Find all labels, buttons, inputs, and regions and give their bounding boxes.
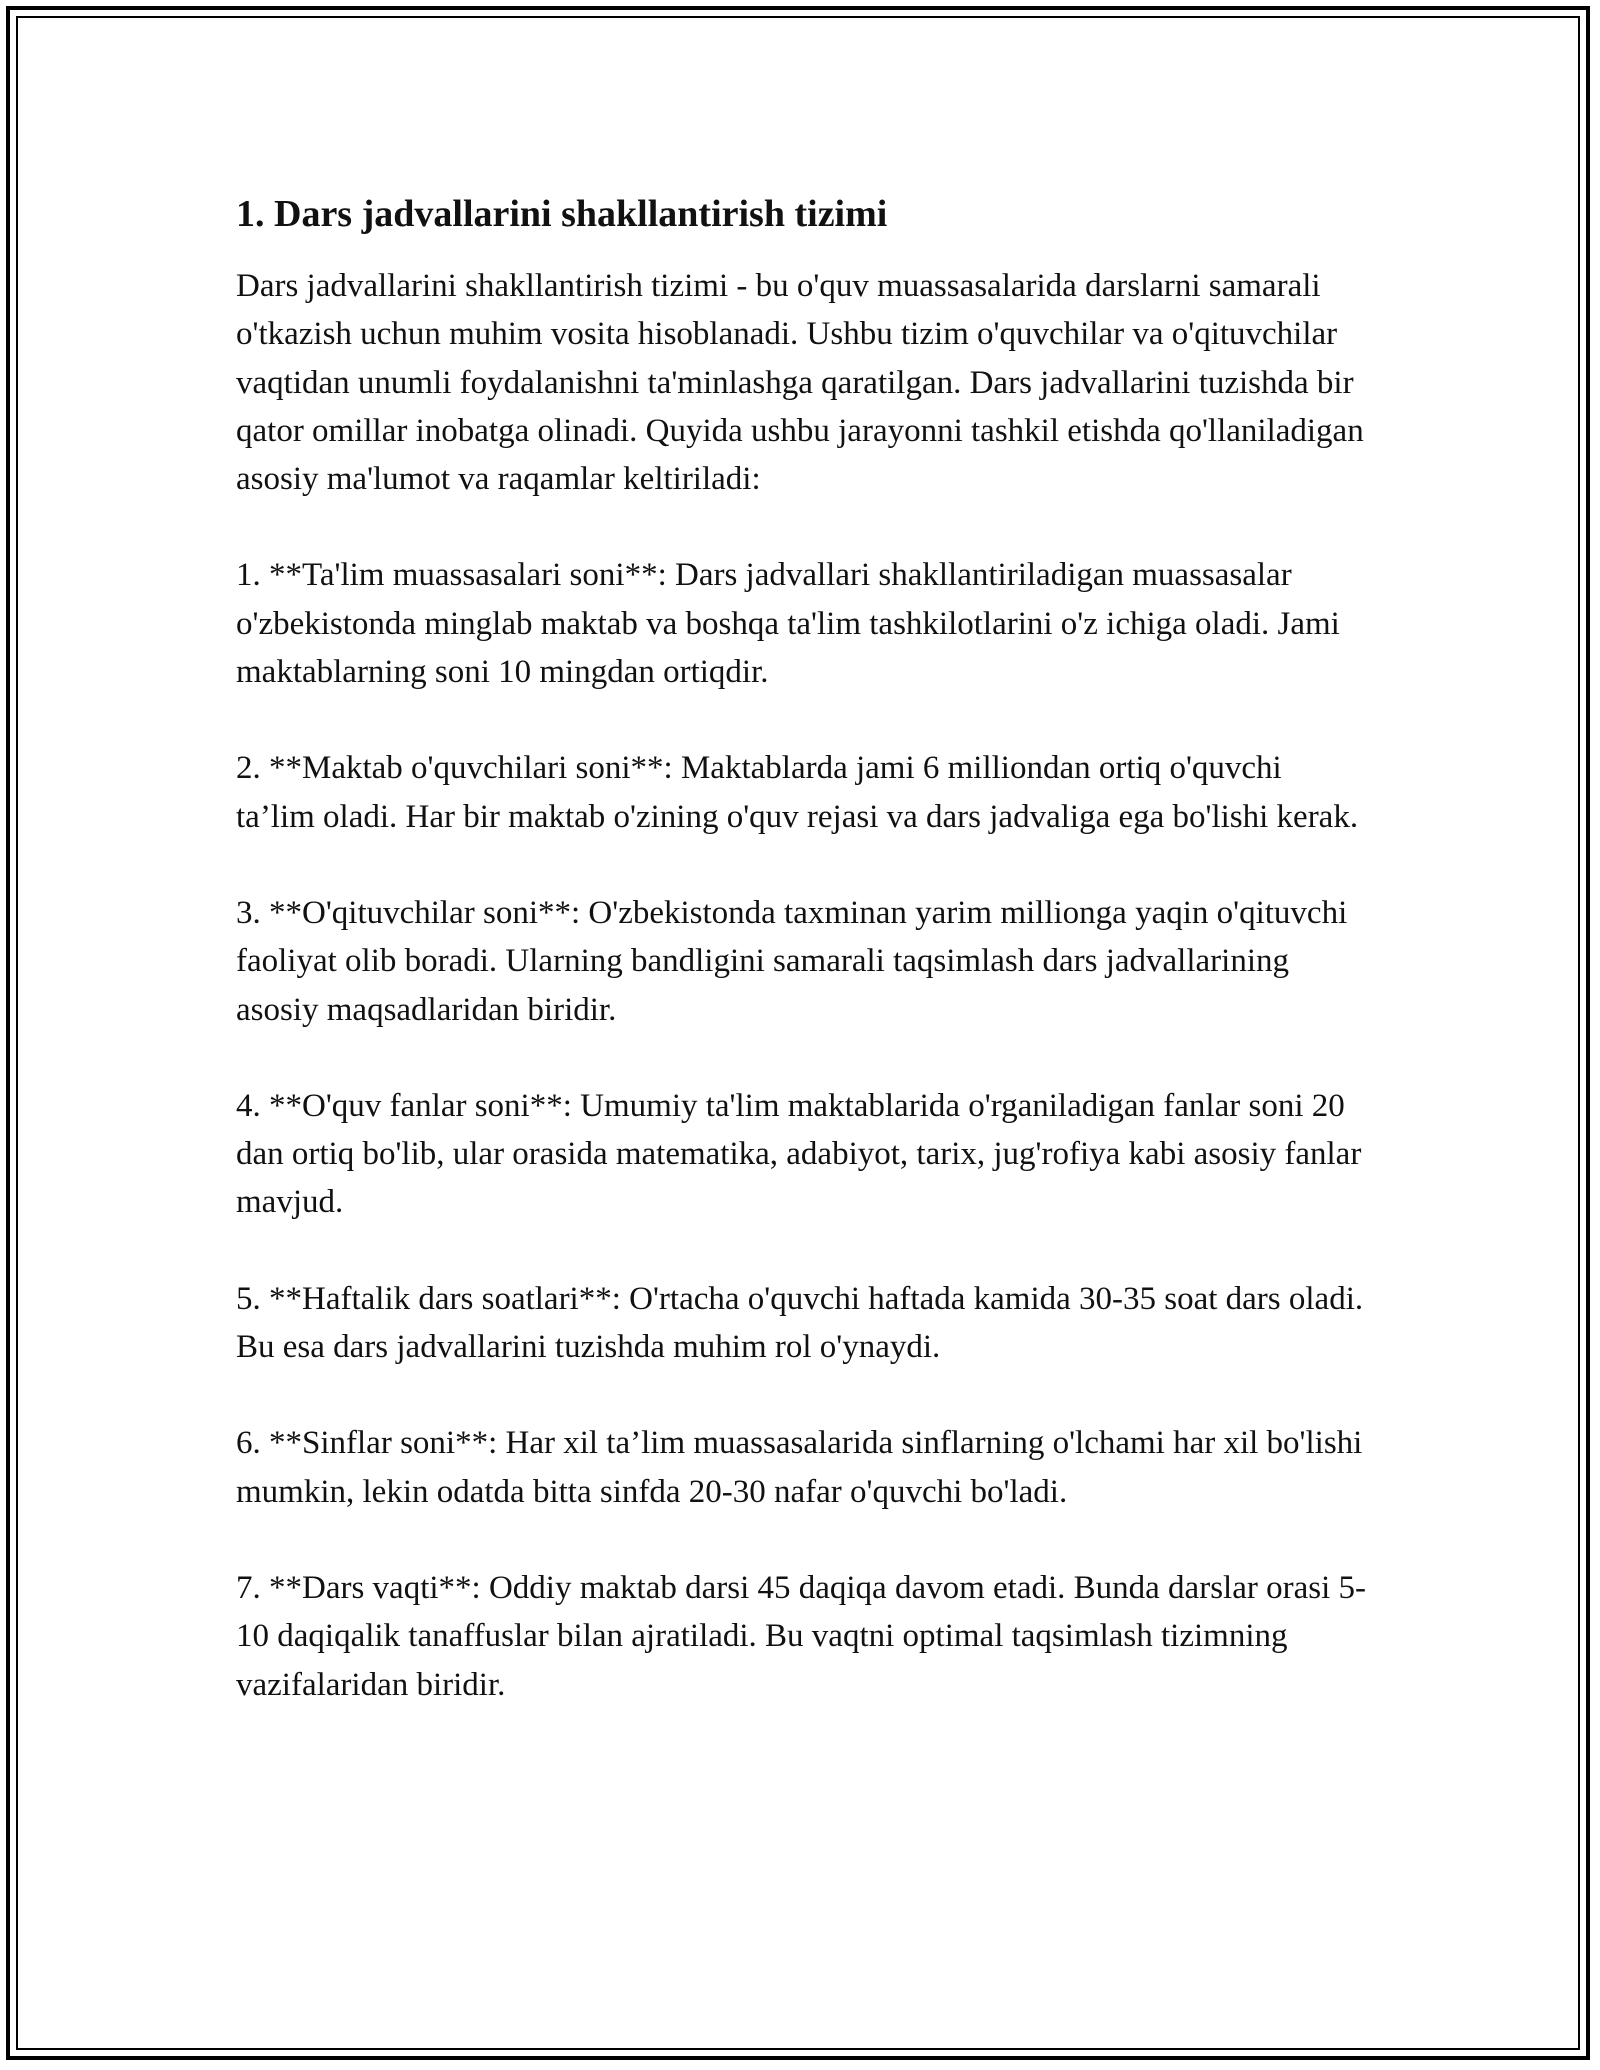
list-item: 2. **Maktab o'quvchilari soni**: Maktablarda jami 6 milliondan ortiq o'quvchi ta’lim oladi. Har bir maktab o'zining o'quv rejasi va dars jadvaliga ega bo'lishi kerak. bbox=[236, 750, 1359, 835]
intro-paragraph: Dars jadvallarini shakllantirish tizimi - bu o'quv muassasalarida darslarni samarali o'tkazish uchun muhim vosita hisoblanadi. Ushbu tizim o'quvchilar va o'qituvchilar vaqtidan unumli foydalanishni ta'minlashga qaratilgan. Dars jadvallarini tuzishda bir qator omillar inobatga olinadi. Quyida ushbu jarayonni tashkil etishda qo'llaniladigan asosiy ma'lumot va raqamlar keltiriladi: bbox=[236, 268, 1364, 498]
list-item: 5. **Haftalik dars soatlari**: O'rtacha o'quvchi haftada kamida 30-35 soat dars oladi. Bu esa dars jadvallarini tuzishda muhim rol o'ynaydi. bbox=[236, 1280, 1364, 1366]
list-item: 1. **Ta'lim muassasalari soni**: Dars jadvallari shakllantiriladigan muassasalar o'zbekistonda minglab maktab va boshqa ta'lim tashkilotlarini o'z ichiga oladi. Jami maktablarning soni 10 mingdan ortiqdir. bbox=[236, 557, 1340, 691]
list-item: 4. **O'quv fanlar soni**: Umumiy ta'lim maktablarida o'rganiladigan fanlar soni 20 dan ortiq bo'lib, ular orasida matematika, adabiyot, tarix, jug'rofiya kabi asosiy fanlar mavjud. bbox=[236, 1087, 1362, 1221]
list-item: 3. **O'qituvchilar soni**: O'zbekistonda taxminan yarim millionga yaqin o'qituvchi faoliyat olib boradi. Ularning bandligini samarali taqsimlash dars jadvallarining asosiy maqsadlaridan biridir. bbox=[236, 894, 1348, 1028]
list-item: 6. **Sinflar soni**: Har xil ta’lim muassasalarida sinflarning o'lchami har xil bo'lishi mumkin, lekin odatda bitta sinfda 20-30 nafar o'quvchi bo'ladi. bbox=[236, 1425, 1363, 1510]
list-item: 7. **Dars vaqti**: Oddiy maktab darsi 45 daqiqa davom etadi. Bunda darslar orasi 5-10 daqiqalik tanaffuslar bilan ajratiladi. Bu vaqtni optimal taqsimlash tizimning vazifalaridan biridir. bbox=[236, 1569, 1366, 1703]
document-body bbox=[236, 190, 1366, 1709]
section-title: 1. Dars jadvallarini shakllantirish tizimi bbox=[236, 193, 888, 235]
